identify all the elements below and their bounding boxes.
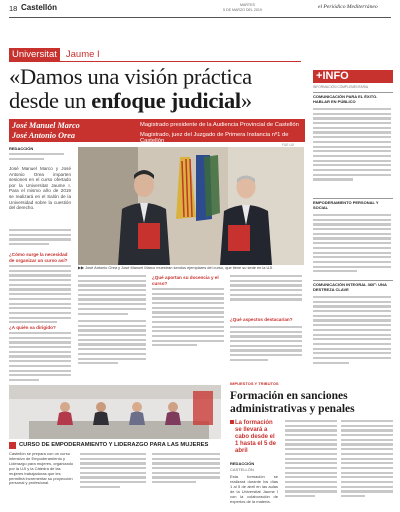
headline-line-1: «Damos una visión práctica [9,64,252,89]
info-block-title-2: EMPODERAMIENTO PERSONAL Y SOCIAL [313,200,379,210]
info-block-text-1 [313,108,391,183]
info-subtitle: INFORMACIÓN COMPLEMENTARIA [313,85,369,89]
headline [9,65,309,113]
tax-kicker: IMPUESTOS Y TRIBUTOS [230,381,279,386]
promo-photo-illustration [9,385,221,439]
tax-title-line-1: Formación en sanciones [230,390,348,402]
info-divider [313,92,393,93]
kicker-section: Universitat [9,48,60,61]
kicker [9,48,100,61]
tax-lead-mark [230,420,234,424]
tax-byline: REDACCIÓN [230,461,255,466]
answer-2-text [9,332,71,384]
headline-prefix: desde un [9,88,92,113]
tax-lead-text: La formación se llevará a cabo desde el 1 hasta el 5 de abril [235,420,277,454]
headline-line-2 [9,89,309,113]
info-block-text-2 [313,214,391,275]
kicker-rule [9,61,301,62]
question-1: ¿Cómo surge la necesidad de organizar un curso así? [9,252,68,263]
answer-1-text [9,265,71,326]
byline [9,147,74,162]
middle-column-1-text [78,275,146,317]
tax-article [230,382,393,508]
tax-body: Esta formación se realizará durante los días 1 al 5 de abril en las aulas de la Universitat Jaume I con la colaboración de expertos de la materia. [230,474,278,504]
headline-suffix: » [240,88,252,113]
question-4: ¿Qué aspectos destacarían? [230,317,293,322]
kicker-university: Jaume I [65,49,100,60]
info-divider [313,280,393,281]
people-bar [9,119,305,142]
header-rule [9,17,391,18]
date-line-2: 5 DE MARZO DEL 2019 [223,8,262,12]
promo-photo [9,385,221,439]
left-column-text [9,229,71,248]
person-role-2: Magistrado, juez del Juzgado de Primera Instancia nº1 de Castellón [140,132,289,144]
promo-icon [9,442,16,449]
byline-contact [9,153,74,160]
date-line-1: MARTES [240,3,255,7]
info-divider [313,198,393,199]
tax-title [230,390,393,415]
middle-column-3-text [230,275,302,303]
promo-title: CURSO DE EMPODERAMIENTO Y LIDERAZGO PARA LAS MUJERES [19,442,209,448]
person-name-1: José Manuel Marco [12,121,80,130]
person-row [12,121,302,131]
headline-bold: enfoque judicial [91,88,241,113]
info-sidebar [313,70,393,378]
promo-bar [9,440,221,450]
page-number: 18 [9,4,18,13]
tax-title-line-2: administrativas y penales [230,402,355,415]
middle-column-1b-text [78,320,146,367]
byline-label: REDACCIÓN [9,146,34,151]
intro-paragraph: José Manuel Marco y José Antonio Orea imparten sesiones en el curso ofertado por la Universitat Jaume I. Para el mismo año de 2019 se realizará en el Salón de la Universidad sobre la cuestión del derecho. [9,166,71,211]
question-3-col2: ¿Qué aportan su docencia y el curso? [152,275,219,286]
promo-text: Castellón se prepara con un curso intensivo de Empoderamiento y Liderazgo para mujeres, organizado por la UJI y la Cátedra de las mujeres trabajadoras que les permitirá incrementar su proyección personal y profesional. [9,451,74,486]
info-block-title-3: COMUNICACIÓN INTEGRAL 360º: UNA DESTREZA CLAVE [313,282,387,292]
info-logo [313,70,393,83]
photo-credit: FUE UJI [282,143,295,147]
main-photo [78,147,304,265]
main-photo-illustration [78,147,304,265]
tax-column-3 [341,420,393,500]
info-logo-text: INFO [322,70,349,82]
info-logo-plus: + [316,70,323,82]
middle-column-3b-text [230,326,302,364]
question-2: ¿A quién va dirigido? [9,325,56,330]
person-row [12,131,302,144]
tax-place: CASTELLÓN [230,467,254,472]
promo-text-col2 [80,453,146,491]
newspaper-name: el Periódico Mediterráneo [318,4,378,10]
promo-text-col3 [152,453,220,486]
main-photo-caption: ▶▶ José Antonio Orea y José Manuel Marco muestran sendos ejemplares del curso, que tiene su sede en la UJI. [78,265,274,270]
tax-lead [230,420,278,455]
info-block-text-3 [313,296,391,366]
section-name: Castellón [21,3,58,12]
middle-column-2-text [152,288,224,349]
tax-column-2 [285,420,337,500]
page-header [0,0,400,18]
info-block-title-1: COMUNICACIÓN PARA EL ÉXITO. HABLAR EN PÚBLICO [313,94,378,104]
person-role-1: Magistrado presidente de la Audiencia Provincial de Castellón [140,122,299,128]
person-name-2: José Antonio Orea [12,131,75,140]
